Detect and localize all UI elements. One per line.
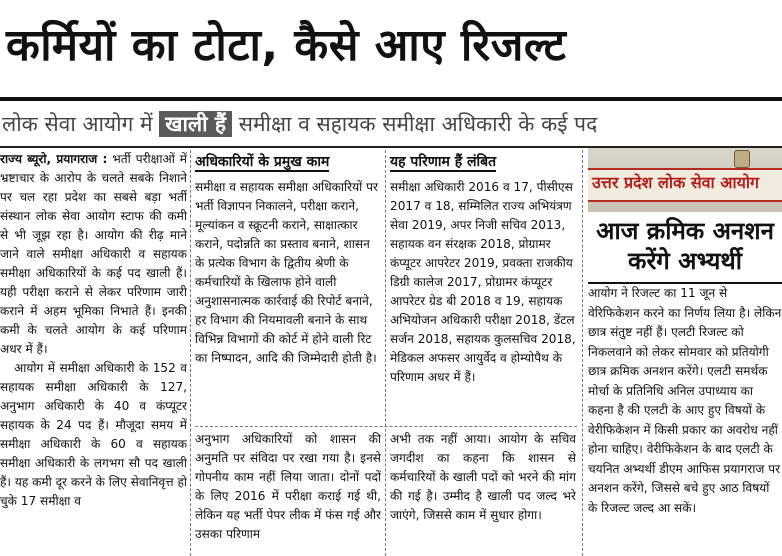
box-text-pending: समीक्षा अधिकारी 2016 व 17, पीसीएस 2017 व 18, सम्मिलित राज्य अभियंत्रण सेवा 2019, अपर निजी सचिव 2013, सहायक वन संरक्षक 2018, प्रोग्रामर कंप्यूटर आपरेटर 2019, प्रवक्ता राजकीय डिग्री कालेज 2017, प्रोग्रामर कंप्यूटर आपरेटर ग्रेड बी 2018 व 19, सहायक अभियोजन अधिकारी परीक्षा 2018, डेंटल सर्जन 2018, सहायक कुलसचिव 2018, मेडिकल अफसर आयुर्वेद व होम्योपैथ के परिणाम अधर में हैं।: [390, 180, 576, 384]
side-story-headline: आज क्रमिक अनशन करेंगे अभ्यर्थी: [596, 217, 774, 275]
column-divider-2: [385, 150, 386, 556]
box-title-duties: अधिकारियों के प्रमुख काम: [195, 154, 330, 170]
subhead-highlight: खाली हैं: [159, 111, 232, 137]
state-emblem-icon: [734, 150, 750, 168]
box-bottom-divider: [195, 426, 577, 427]
paragraph-1-text: भर्ती परीक्षाओं में भ्रष्टाचार के आरोप के चलते सबके निशाने पर चल रहा प्रदेश का सबसे बड़ा भर्ती संस्थान लोक सेवा आयोग स्टाफ की कमी से भी जूझ रहा है। आयोग की रीढ़ माने जाने वाले समीक्षा अधिकारी व सहायक समीक्षा अधिकारियों के कई पद खाली हैं। यही परीक्षा कराने से लेकर परिणाम जारी कराने में अहम भूमिका निभाते हैं। इनकी कमी के चलते आयोग के कई परिणाम अधर में हैं।: [0, 152, 187, 356]
box-title-pending: यह परिणाम हैं लंबित: [390, 154, 497, 170]
box-text-duties: समीक्षा व सहायक समीक्षा अधिकारियों पर भर्ती विज्ञापन निकालने, परीक्षा कराने, मूल्यांकन व स्क्रूटनी कराने, साक्षात्कार कराने, पदोन्नति का प्रस्ताव बनाने, शासन के प्रत्येक विभाग के द्वितीय श्रेणी के कर्मचारियों के खिलाफ होने वाली अनुशासनात्मक कार्रवाई की रिपोर्ट बनाने, हर विभाग की नियमावली बनाने के साथ विभिन्न विभागों की कोर्ट में होने वाली रिट का निष्पादन, आदि की जिम्मेदारी होती है।: [195, 180, 378, 365]
side-story-text: आयोग ने रिजल्ट का 11 जून से वेरिफिकेशन करने का निर्णय लिया है। लेकिन छात्र संतुष्ट नहीं हैं। एलटी रिजल्ट को निकलवाने को लेकर सोमवार को प्रतियोगी छात्र क्रमिक अनशन करेंगे। एलटी समर्थक मोर्चा के प्रतिनिधि अनिल उपाध्याय का कहना है की एलटी के आए हुए विषयों के वेरीफिकेशन में किसी प्रकार का अवरोध नहीं होना चाहिए। वेरीफिकेशन के बाद एलटी के चयनित अभ्यर्थी डीएम आफिस प्रयागराज पर अनशन करेंगे, जिससे बचे हुए आठ विषयों के रिजल्ट जल्द आ सकें।: [588, 286, 782, 515]
article-column-3-lower: अभी तक नहीं आया। आयोग के सचिव जगदीश का कहना कि शासन से कर्मचारियों के खाली पदों को भरने की मांग की गई है। उम्मीद है खाली पद जल्द भरे जाएंगे, जिससे काम में सुधार होगा।: [390, 432, 576, 522]
signboard-text: उत्तर प्रदेश लोक सेवा आयोग: [592, 173, 760, 192]
subhead-before: लोक सेवा आयोग में: [2, 112, 153, 136]
subhead-after: समीक्षा व सहायक समीक्षा अधिकारी के कई पद: [238, 112, 598, 136]
paragraph-2: आयोग में समीक्षा अधिकारी के 152 व सहायक समीक्षा अधिकारी के 127, अनुभाग अधिकारी के 40 व कंप्यूटर सहायक के 24 पद हैं। मौजूदा समय में समीक्षा अधिकारी के 60 व सहायक समीक्षा अधिकारी के लगभग सौ पद खाली हैं। यह कमी दूर करने के लिए सेवानिवृत्त हो चुके 17 समीक्षा व: [0, 361, 187, 508]
column-divider-3: [582, 150, 583, 556]
sub-headline: [0, 103, 782, 145]
article-column-1: [0, 150, 187, 556]
article-column-2-lower: अनुभाग अधिकारियों को शासन की अनुमति पर संविदा पर रखा गया है। इनसे गोपनीय काम नहीं लिया जाता। दोनों पदों के लिए 2016 में परीक्षा कराई गई थी, लेकिन यह भर्ती पेपर लीक में फंस गई और उसका परिणाम: [195, 432, 381, 541]
main-headline: कर्मियों का टोटा, कैसे आए रिजल्ट: [6, 20, 567, 71]
commission-signboard-photo: [588, 148, 782, 212]
column-divider-1: [190, 150, 191, 556]
paragraph-1: [0, 150, 187, 359]
headline-rule: [0, 97, 782, 101]
dateline: राज्य ब्यूरो, प्रयागराज :: [0, 152, 108, 166]
